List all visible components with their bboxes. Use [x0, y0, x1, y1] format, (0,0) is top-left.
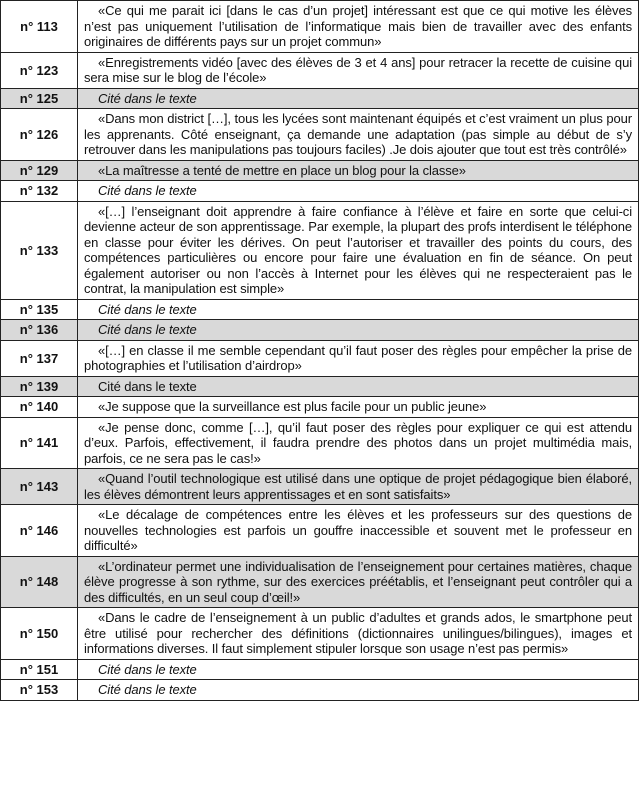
quote-text: «Ce qui me parait ici [dans le cas d’un projet] intéressant est que ce qui motive les élèves n’est pas uniquement l’utilisation de l’informatique mais bien de travailler avec des enfants originaires de différents pays sur un projet commun»: [78, 1, 639, 53]
entry-number: n° 143: [1, 469, 78, 505]
quote-text: «Le décalage de compétences entre les élèves et les professeurs sur des questions de nouvelles technologies est parfois un gouffre inaccessible et souvent met le professeur en difficulté»: [78, 505, 639, 557]
table-row: [1, 505, 639, 557]
table-row: [1, 201, 639, 299]
table-row: [1, 299, 639, 320]
citation-note: Cité dans le texte: [78, 680, 639, 701]
table-row: [1, 417, 639, 469]
entry-number: n° 150: [1, 608, 78, 660]
entry-number: n° 146: [1, 505, 78, 557]
citation-note: Cité dans le texte: [78, 659, 639, 680]
quote-text: «Quand l’outil technologique est utilisé dans une optique de projet pédagogique bien élaboré, les élèves démontrent leurs apprentissages et en sont satisfaits»: [78, 469, 639, 505]
table-row: [1, 659, 639, 680]
citation-note: Cité dans le texte: [78, 181, 639, 202]
table-row: [1, 469, 639, 505]
entry-number: n° 139: [1, 376, 78, 397]
entry-number: n° 153: [1, 680, 78, 701]
entry-number: n° 129: [1, 160, 78, 181]
table-row: [1, 160, 639, 181]
entry-number: n° 123: [1, 52, 78, 88]
entry-number: n° 135: [1, 299, 78, 320]
entry-number: n° 137: [1, 340, 78, 376]
table-row: [1, 181, 639, 202]
table-row: [1, 320, 639, 341]
quote-text: «Enregistrements vidéo [avec des élèves de 3 et 4 ans] pour retracer la recette de cuisine qui sera mise sur le blog de l’école»: [78, 52, 639, 88]
table-row: [1, 88, 639, 109]
entry-number: n° 133: [1, 201, 78, 299]
entry-number: n° 140: [1, 397, 78, 418]
table-row: [1, 52, 639, 88]
table-row: [1, 1, 639, 53]
quote-text: «Dans mon district […], tous les lycées sont maintenant équipés et c’est vraiment un plus pour les apprenants. Côté enseignant, ça demande une adaptation (pas simple au début de s’y retrouver dans les manipulations pas toujours faciles) .Je dois ajouter que tout est très contrôlé»: [78, 109, 639, 161]
table-row: [1, 109, 639, 161]
entry-number: n° 113: [1, 1, 78, 53]
entry-number: n° 151: [1, 659, 78, 680]
table-row: [1, 376, 639, 397]
citation-note: Cité dans le texte: [78, 299, 639, 320]
table-row: [1, 680, 639, 701]
entry-number: n° 141: [1, 417, 78, 469]
entry-number: n° 126: [1, 109, 78, 161]
table-row: [1, 608, 639, 660]
quote-text: «Je suppose que la surveillance est plus facile pour un public jeune»: [78, 397, 639, 418]
entry-number: n° 132: [1, 181, 78, 202]
quote-text: «Dans le cadre de l’enseignement à un public d’adultes et grands ados, le smartphone peut être utilisé pour rechercher des définitions (dictionnaires unilingues/bilingues), images et informations diverses. Il faut simplement stipuler lorsque son usage n’est pas permis»: [78, 608, 639, 660]
citation-note: Cité dans le texte: [78, 376, 639, 397]
entry-number: n° 125: [1, 88, 78, 109]
table-row: [1, 397, 639, 418]
table-row: [1, 556, 639, 608]
entry-number: n° 148: [1, 556, 78, 608]
citation-note: Cité dans le texte: [78, 88, 639, 109]
quote-text: «Je pense donc, comme […], qu’il faut poser des règles pour expliquer ce qui est attendu d’eux. Parfois, effectivement, il faudra prendre des photos dans un projet multimédia mais, parfois, ce ne sera pas le cas!»: [78, 417, 639, 469]
quote-text: «La maîtresse a tenté de mettre en place un blog pour la classe»: [78, 160, 639, 181]
quote-text: «L’ordinateur permet une individualisation de l’enseignement pour certaines matières, chaque élève progresse à son rythme, sur des exercices préétablis, et l’enseignant peut contrôler qui a des difficultés, en un seul coup d’œil!»: [78, 556, 639, 608]
table-row: [1, 340, 639, 376]
citation-note: Cité dans le texte: [78, 320, 639, 341]
comments-table-body: [1, 1, 639, 701]
quote-text: «[…] en classe il me semble cependant qu’il faut poser des règles pour empêcher la prise de photographies et l’utilisation d’airdrop»: [78, 340, 639, 376]
entry-number: n° 136: [1, 320, 78, 341]
quote-text: «[…] l’enseignant doit apprendre à faire confiance à l’élève et faire en sorte que celui-ci devienne acteur de son apprentissage. Par exemple, la plupart des profs interdisent le téléphone en classe pour éviter les dérives. On peut l’autoriser et travailler des points du cours, des compétences particulières ou encore pour faire une évaluation en fin de séance. On peut également autoriser ou non l’accès à Internet pour les élèves qui ne respecteraient pas le contrat, la manipulation est simple»: [78, 201, 639, 299]
